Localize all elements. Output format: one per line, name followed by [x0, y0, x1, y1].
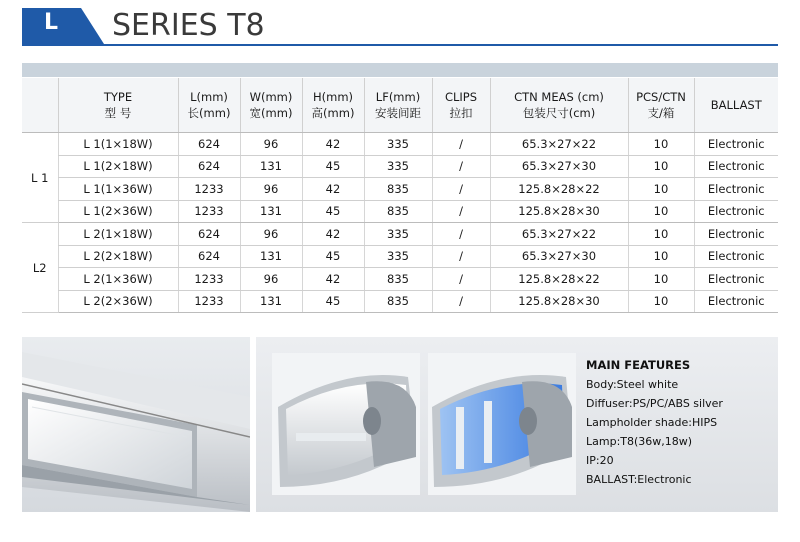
column-header-en: PCS/CTN [636, 90, 686, 104]
column-header-cn: 安装间距 [375, 106, 421, 120]
table-cell: Electronic [694, 245, 778, 268]
fixture-long-image [22, 337, 250, 512]
table-cell: 42 [302, 268, 364, 291]
table-cell: L 1(2×18W) [58, 155, 178, 178]
table-cell: 45 [302, 245, 364, 268]
table-cell: L 2(1×18W) [58, 223, 178, 246]
column-header-cn: 长(mm) [187, 106, 231, 120]
table-cell: 10 [628, 200, 694, 223]
table-cell: Electronic [694, 133, 778, 156]
table-cell: 131 [240, 155, 302, 178]
table-body [22, 133, 778, 313]
table-cell: Electronic [694, 268, 778, 291]
feature-item: IP:20 [586, 454, 614, 467]
table-cell: L 1(2×36W) [58, 200, 178, 223]
table-cell: 835 [364, 290, 432, 313]
table-cell: Electronic [694, 178, 778, 201]
table-header-row [22, 78, 778, 133]
feature-item: Body:Steel white [586, 378, 679, 391]
table-cell: 10 [628, 178, 694, 201]
table-cell: 1233 [178, 290, 240, 313]
table-cell: 335 [364, 245, 432, 268]
table-cell: 1233 [178, 178, 240, 201]
table-cell: 42 [302, 133, 364, 156]
table-cell: / [432, 178, 490, 201]
feature-item: Lampholder shade:HIPS [586, 416, 718, 429]
table-cell: 624 [178, 133, 240, 156]
spec-table [22, 78, 778, 313]
table-cell: 45 [302, 200, 364, 223]
table-row [22, 178, 778, 201]
column-header [694, 78, 778, 133]
table-row [22, 223, 778, 246]
table-cell: 131 [240, 290, 302, 313]
table-cell: L 2(2×36W) [58, 290, 178, 313]
table-top-band [22, 63, 778, 77]
table-row [22, 268, 778, 291]
table-cell: L 2(1×36W) [58, 268, 178, 291]
column-header-en: W(mm) [249, 90, 293, 104]
fixture-photo-panel [22, 337, 250, 512]
table-cell: 624 [178, 155, 240, 178]
table-cell: 835 [364, 200, 432, 223]
table-row [22, 155, 778, 178]
table-cell: L 2(2×18W) [58, 245, 178, 268]
table-cell: 45 [302, 290, 364, 313]
table-cell: 1233 [178, 268, 240, 291]
table-row [22, 200, 778, 223]
table-cell: 96 [240, 178, 302, 201]
feature-item: Diffuser:PS/PC/ABS silver [586, 397, 723, 410]
column-header [178, 78, 240, 133]
column-header [490, 78, 628, 133]
table-cell: 624 [178, 245, 240, 268]
features-heading: MAIN FEATURES [586, 358, 691, 372]
table-cell: / [432, 268, 490, 291]
column-header-cn: 包装尺寸(cm) [522, 106, 596, 120]
page-title: SERIES T8 [112, 8, 265, 43]
group-label: L 1 [22, 133, 58, 223]
table-cell: L 1(1×18W) [58, 133, 178, 156]
column-header-en: CLIPS [444, 90, 478, 104]
table-cell: / [432, 223, 490, 246]
column-header-cn: 宽(mm) [249, 106, 293, 120]
feature-item: Lamp:T8(36w,18w) [586, 435, 693, 448]
group-label: L2 [22, 223, 58, 313]
series-badge-letter: L [44, 10, 59, 35]
table-row [22, 133, 778, 156]
table-cell: 96 [240, 223, 302, 246]
table-cell: 835 [364, 178, 432, 201]
column-header-en: BALLAST [710, 98, 762, 112]
column-header-cn: 拉扣 [449, 106, 473, 120]
table-cell: 835 [364, 268, 432, 291]
table-cell: 131 [240, 200, 302, 223]
column-header [240, 78, 302, 133]
table-cell: / [432, 133, 490, 156]
table-cell: Electronic [694, 290, 778, 313]
column-header [364, 78, 432, 133]
table-cell: 10 [628, 290, 694, 313]
main-features [586, 356, 723, 489]
table-cell: 45 [302, 155, 364, 178]
column-header [628, 78, 694, 133]
table-cell: 42 [302, 223, 364, 246]
table-cell: 65.3×27×30 [490, 245, 628, 268]
column-header [58, 78, 178, 133]
table-cell: 42 [302, 178, 364, 201]
column-header-en: H(mm) [312, 90, 354, 104]
column-header-en: TYPE [103, 90, 133, 104]
table-cell: Electronic [694, 200, 778, 223]
table-cell: 624 [178, 223, 240, 246]
table-cell: 131 [240, 245, 302, 268]
column-header [302, 78, 364, 133]
table-cell: 96 [240, 268, 302, 291]
column-header-cn: 支/箱 [647, 106, 675, 120]
table-cell: 125.8×28×30 [490, 200, 628, 223]
page-header [0, 0, 800, 50]
table-cell: 125.8×28×22 [490, 178, 628, 201]
table-cell: / [432, 200, 490, 223]
table-cell: 10 [628, 245, 694, 268]
column-header-en: CTN MEAS (cm) [514, 90, 604, 104]
table-cell: 10 [628, 223, 694, 246]
feature-item: BALLAST:Electronic [586, 473, 692, 486]
table-cell: 335 [364, 133, 432, 156]
header-rule [22, 44, 778, 46]
column-header [432, 78, 490, 133]
table-cell: 10 [628, 155, 694, 178]
table-cell: Electronic [694, 155, 778, 178]
table-cell: 10 [628, 268, 694, 291]
series-badge [22, 8, 104, 44]
table-cell: 125.8×28×22 [490, 268, 628, 291]
table-cell: 1233 [178, 200, 240, 223]
column-header-en: LF(mm) [375, 90, 421, 104]
table-cell: 96 [240, 133, 302, 156]
table-cell: L 1(1×36W) [58, 178, 178, 201]
table-cell: 335 [364, 223, 432, 246]
table-cell: 335 [364, 155, 432, 178]
table-cell: 65.3×27×30 [490, 155, 628, 178]
table-row [22, 245, 778, 268]
table-cell: 65.3×27×22 [490, 133, 628, 156]
table-cell: 10 [628, 133, 694, 156]
column-header-en: L(mm) [190, 90, 228, 104]
table-cell: / [432, 290, 490, 313]
column-header-cn: 型 号 [104, 106, 132, 120]
table-cell: Electronic [694, 223, 778, 246]
column-header [22, 78, 58, 133]
table-cell: / [432, 155, 490, 178]
table-row [22, 290, 778, 313]
table-cell: 125.8×28×30 [490, 290, 628, 313]
column-header-cn: 高(mm) [311, 106, 355, 120]
table-cell: / [432, 245, 490, 268]
table-cell: 65.3×27×22 [490, 223, 628, 246]
